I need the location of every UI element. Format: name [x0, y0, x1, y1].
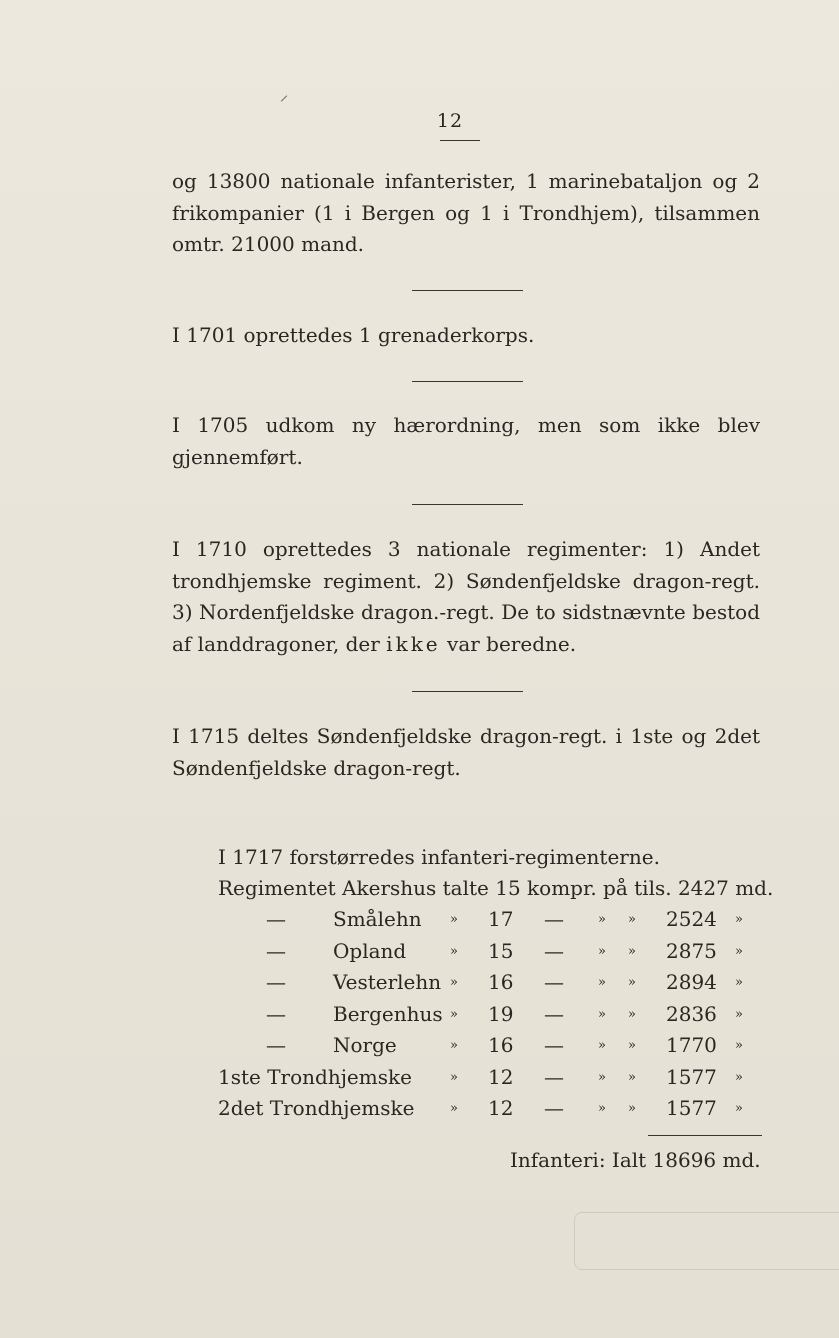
men-count: 1770: [666, 1033, 717, 1057]
section-divider: [412, 381, 523, 382]
ditto-mark: »: [598, 1101, 606, 1116]
paragraph-1715: I 1715 deltes Søndenfjeldske dragon-regt. i 1ste og 2det Søndenfjeldske dragon-regt.: [172, 724, 760, 780]
regiment-name: 1ste Trondhjemske: [218, 1064, 412, 1089]
ditto-mark: »: [450, 1038, 458, 1053]
regiment-name: Norge: [333, 1033, 397, 1057]
ditto-mark: »: [598, 1038, 606, 1053]
ditto-dash: —: [266, 1033, 286, 1057]
regiment-name: Smålehn: [333, 907, 422, 931]
section-divider: [412, 290, 523, 291]
men-count: 2875: [666, 938, 717, 963]
men-count: 1577: [666, 1096, 717, 1120]
ditto-dash: —: [544, 907, 564, 931]
sum-rule: [648, 1135, 762, 1136]
men-count: 2836: [666, 1001, 717, 1026]
infantry-total: Infanteri: Ialt 18696 md.: [510, 1148, 761, 1172]
kompr-count: 19: [488, 1001, 514, 1026]
regiment-name: 2det Trondhjemske: [218, 1096, 415, 1120]
section-divider: [412, 504, 523, 505]
ditto-mark: »: [598, 1069, 606, 1085]
men-count: 2894: [666, 970, 717, 994]
ditto-dash: —: [266, 938, 286, 963]
kompr-count: 12: [488, 1064, 514, 1089]
table-row: [0, 970, 839, 1001]
page-tab-mark: [574, 1212, 839, 1270]
ditto-mark: »: [735, 1069, 743, 1085]
paragraph-1710-text: I 1710 oprettedes 3 nationale regimenter: 1) Andet trondhjemske regiment. 2) Søndenfjeldske dragon-regt. 3) Nordenfjeldske dragon.-regt. De to sidstnævnte bestod af landdragoner, der: [172, 537, 760, 656]
ditto-mark: »: [628, 1038, 636, 1053]
paragraph-1710: [172, 534, 760, 660]
ditto-mark: »: [735, 1038, 743, 1053]
table-row: [0, 1033, 839, 1064]
ditto-mark: »: [598, 1006, 606, 1022]
ditto-mark: »: [450, 943, 458, 959]
ditto-mark: »: [598, 943, 606, 959]
ditto-dash: —: [544, 1001, 564, 1026]
ditto-mark: »: [628, 975, 636, 990]
ditto-mark: »: [450, 912, 458, 927]
ditto-dash: —: [544, 1064, 564, 1089]
ditto-mark: »: [628, 1101, 636, 1116]
paragraph-1710-end: var beredne.: [447, 631, 577, 656]
page-number: 12: [436, 110, 464, 132]
ditto-dash: —: [266, 1001, 286, 1026]
ditto-mark: »: [735, 912, 743, 927]
kompr-count: 12: [488, 1096, 514, 1120]
regiment-name: Opland: [333, 938, 407, 963]
regiment-name: Vesterlehn: [333, 970, 442, 994]
ditto-mark: »: [735, 1006, 743, 1022]
regiment-name: Bergenhus: [333, 1001, 443, 1026]
paragraph-1701: I 1701 oprettedes 1 grenaderkorps.: [172, 323, 535, 347]
ditto-mark: »: [450, 1006, 458, 1022]
ditto-mark: »: [628, 943, 636, 959]
table-intro: I 1717 forstørredes infanteri-regimenterne.: [218, 845, 660, 869]
ditto-dash: —: [544, 1033, 564, 1057]
table-row: [0, 907, 839, 938]
ditto-dash: —: [266, 970, 286, 994]
kompr-count: 15: [488, 938, 514, 963]
ditto-dash: —: [544, 1096, 564, 1120]
paragraph-1705: I 1705 udkom ny hærordning, men som ikke blev gjennemført.: [172, 413, 760, 469]
ditto-mark: »: [735, 1101, 743, 1116]
paragraph-troops: og 13800 nationale infanterister, 1 marinebataljon og 2 frikompanier (1 i Bergen og 1 i Trondhjem), tilsammen omtr. 21000 mand.: [172, 169, 760, 256]
table-row: [0, 1065, 839, 1096]
ditto-mark: »: [450, 975, 458, 990]
ditto-mark: »: [450, 1101, 458, 1116]
table-header-line: Regimentet Akershus talte 15 kompr. på tils. 2427 md.: [218, 876, 774, 900]
ditto-mark: »: [598, 912, 606, 927]
table-row: [0, 939, 839, 970]
ditto-mark: »: [450, 1069, 458, 1085]
ditto-mark: »: [735, 943, 743, 959]
ditto-mark: »: [628, 912, 636, 927]
men-count: 1577: [666, 1064, 717, 1089]
table-row: [0, 1096, 839, 1127]
ditto-mark: »: [628, 1006, 636, 1022]
pencil-mark: [281, 95, 287, 101]
kompr-count: 16: [488, 1033, 514, 1057]
ditto-mark: »: [598, 975, 606, 990]
ditto-dash: —: [544, 938, 564, 963]
men-count: 2524: [666, 907, 717, 931]
emphasis-ikke: ikke: [386, 631, 441, 656]
ditto-dash: —: [544, 970, 564, 994]
ditto-mark: »: [735, 975, 743, 990]
section-divider: [412, 691, 523, 692]
ditto-mark: »: [628, 1069, 636, 1085]
ditto-dash: —: [266, 907, 286, 931]
table-row: [0, 1002, 839, 1033]
kompr-count: 17: [488, 907, 514, 931]
page-number-rule: [440, 140, 480, 141]
kompr-count: 16: [488, 970, 514, 994]
